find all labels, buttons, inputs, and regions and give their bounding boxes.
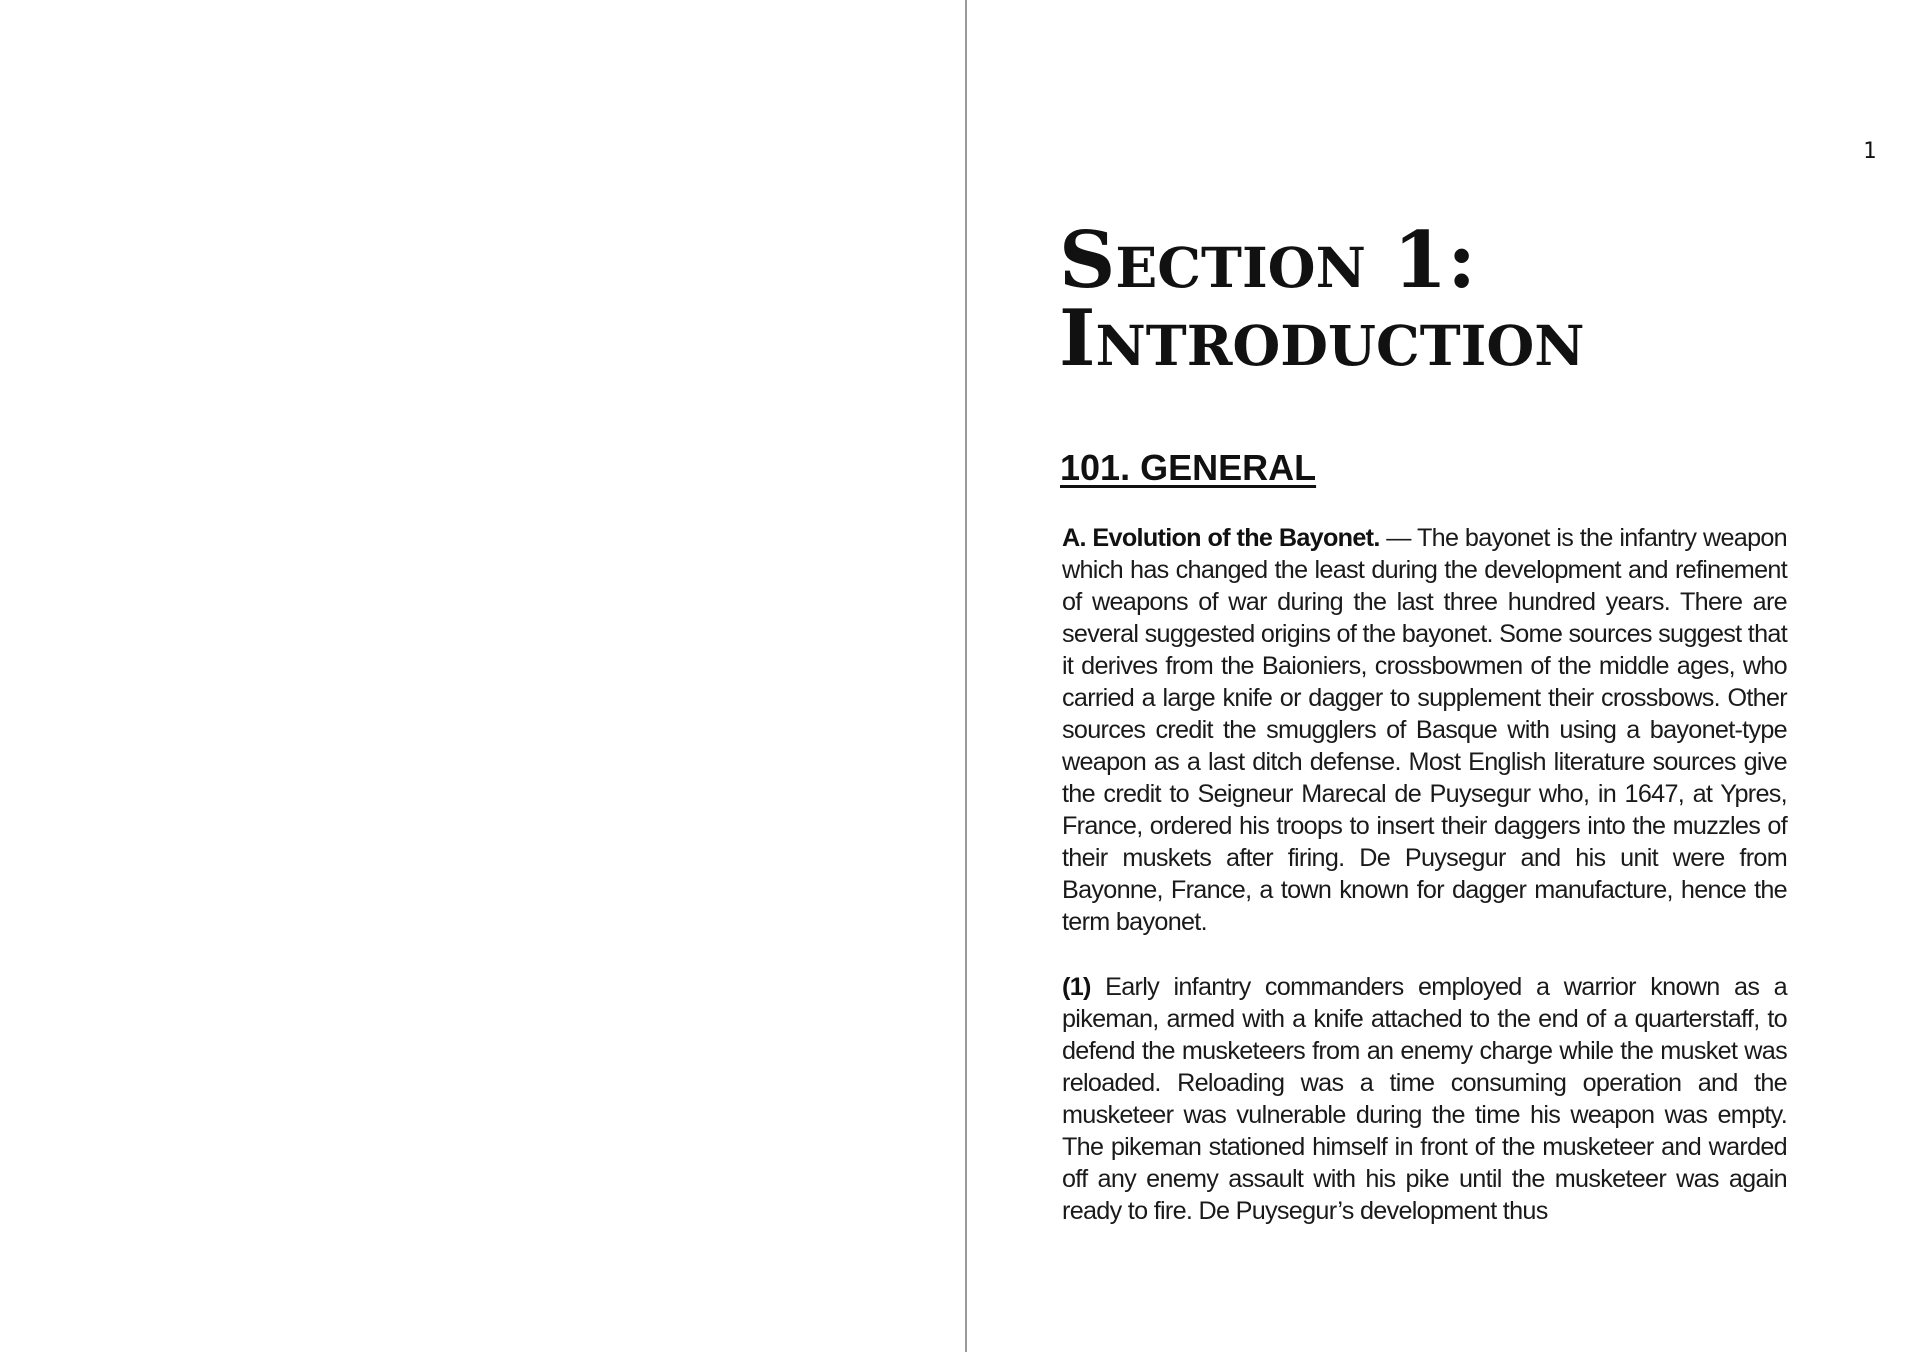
paragraph-evolution-of-bayonet xyxy=(1062,522,1787,938)
paragraph-body-text: Early infantry commanders employed a warrior known as a pikeman, armed with a knife attached to the end of a quarterstaff, to defend the musketeers from an enemy charge while the musket was reloaded. Reloading was a time consuming operation and the musketeer was vulnerable during the time his weapon was empty. The pikeman stationed himself in front of the musketeer and warded off any enemy assault with his pike until the musketeer was again ready to fire. De Puysegur’s development thus xyxy=(1062,973,1787,1225)
section-title-line-2: Introduction xyxy=(1059,293,1585,384)
left-page-blank xyxy=(0,0,965,1344)
page-number: 1 xyxy=(1863,139,1877,164)
paragraph-body-text: — The bayonet is the infantry weapon which has changed the least during the development and refinement of weapons of war during the last three hundred years. There are several suggested origins of the bayonet. Some sources suggest that it derives from the Baioniers, crossbowmen of the middle ages, who carried a large knife or dagger to supplement their crossbows. Other sources credit the smugglers of Basque with using a bayonet-type weapon as a last ditch defense. Most English literature sources give the credit to Seigneur Marecal de Puysegur who, in 1647, at Ypres, France, ordered his troops to insert their daggers into the muzzles of their muskets after firing. De Puysegur and his unit were from Bayonne, France, a town known for dagger manufacture, hence the term bayonet. xyxy=(1062,524,1787,936)
section-title-line-1: Section 1: xyxy=(1059,215,1477,306)
subheading-general: 101. GENERAL xyxy=(1060,447,1317,488)
paragraph-lead-bold: (1) xyxy=(1062,973,1091,1001)
paragraph-1-pikeman xyxy=(1062,971,1787,1227)
section-title xyxy=(1059,215,1759,384)
paragraph-lead-bold: A. Evolution of the Bayonet. xyxy=(1062,524,1380,552)
